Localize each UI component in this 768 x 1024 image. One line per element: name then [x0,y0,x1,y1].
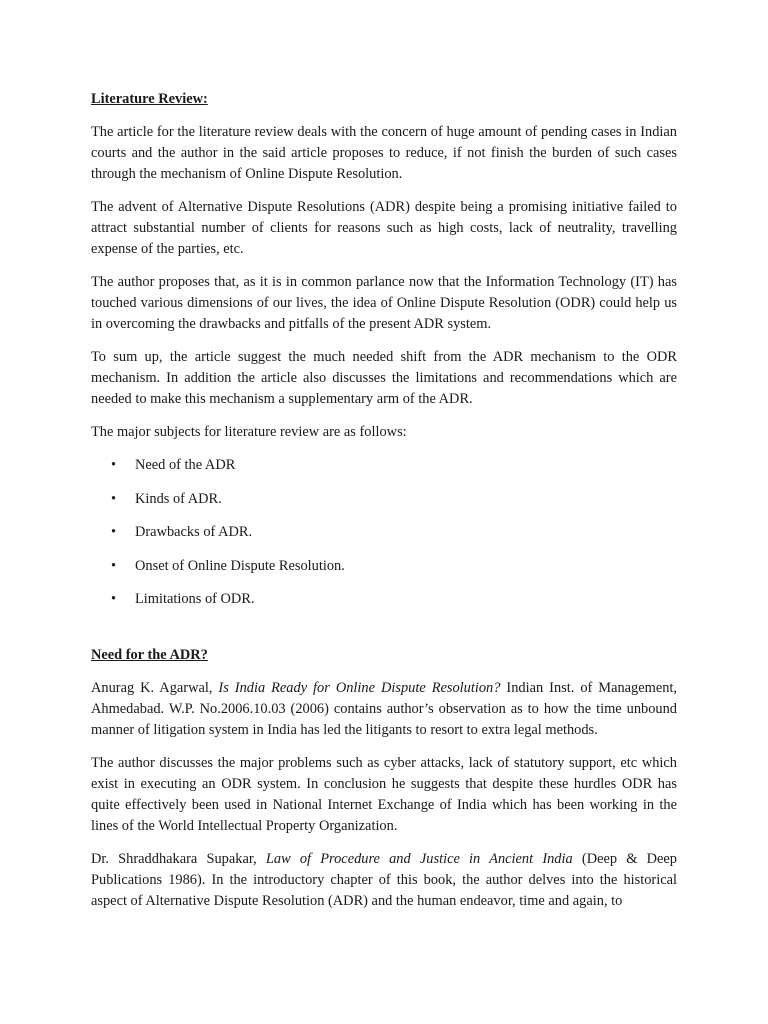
section-heading-need-for-adr: Need for the ADR? [91,646,208,663]
citation-author: Dr. Shraddhakara Supakar, [91,850,266,867]
paragraph-article-overview: The article for the literature review deals with the concern of huge amount of pending cases in Indian courts and the author in the said article proposes to reduce, if not finish the burden of such cases through the mechanism of Online Dispute Resolution. [91,124,677,182]
list-item [91,489,677,510]
bullet-icon: • [111,557,117,574]
paragraph-list-intro: The major subjects for literature review are as follows: [91,424,407,440]
bullet-icon: • [111,524,117,540]
document-page [91,89,677,924]
list-item-text: Need of the ADR [135,457,236,473]
citation-title: Is India Ready for Online Dispute Resolution? [218,679,501,696]
list-item-text: Limitations of ODR. [135,591,255,607]
list-item-text: Onset of Online Dispute Resolution. [135,557,345,574]
bullet-icon: • [111,457,117,473]
bullet-icon: • [111,591,117,607]
paragraph-odr-problems: The author discusses the major problems such as cyber attacks, lack of statutory support, etc which exist in executing an ODR system. In conclusion he suggests that despite these hurdles ODR has quite effectively been used in National Internet Exchange of India which has been working in the lines of the World Intellectual Property Organization. [91,754,677,834]
list-item [91,455,677,476]
paragraph-adr-advent: The advent of Alternative Dispute Resolutions (ADR) despite being a promising initiative failed to attract substantial number of clients for reasons such as high costs, lack of neutrality, travelling expense of the parties, etc. [91,199,677,257]
paragraph-supakar-citation [91,849,677,912]
citation-details: Indian Inst. of Management, Ahmedabad. W.P. No.2006.10.03 (2006) contains author’s observation as to how the time unbound manner of litigation system in India has led the litigants to resort to extra legal methods. [91,679,677,738]
section-heading-literature-review: Literature Review: [91,91,208,107]
citation-author: Anurag K. Agarwal, [91,679,219,696]
section-spacer [91,623,677,645]
list-item [91,522,677,543]
list-item [91,556,677,577]
list-item-text: Kinds of ADR. [135,490,222,507]
paragraph-summary: To sum up, the article suggest the much needed shift from the ADR mechanism to the ODR mechanism. In addition the article also discusses the limitations and recommendations which are needed to make this mechanism a supplementary arm of the ADR. [91,349,677,407]
list-item-text: Drawbacks of ADR. [135,524,253,540]
paragraph-it-proposal: The author proposes that, as it is in common parlance now that the Information Technology (IT) has touched various dimensions of our lives, the idea of Online Dispute Resolution (ODR) could help us in overcoming the drawbacks and pitfalls of the present ADR system. [91,274,677,332]
subjects-bullet-list [91,455,677,610]
paragraph-agarwal-citation [91,678,677,741]
citation-details: (Deep & Deep Publications 1986). In the introductory chapter of this book, the author delves into the historical aspect of Alternative Dispute Resolution (ADR) and the human endeavor, time and again, to [91,850,677,909]
list-item [91,589,677,610]
citation-title: Law of Procedure and Justice in Ancient India [265,850,573,867]
bullet-icon: • [111,490,117,507]
